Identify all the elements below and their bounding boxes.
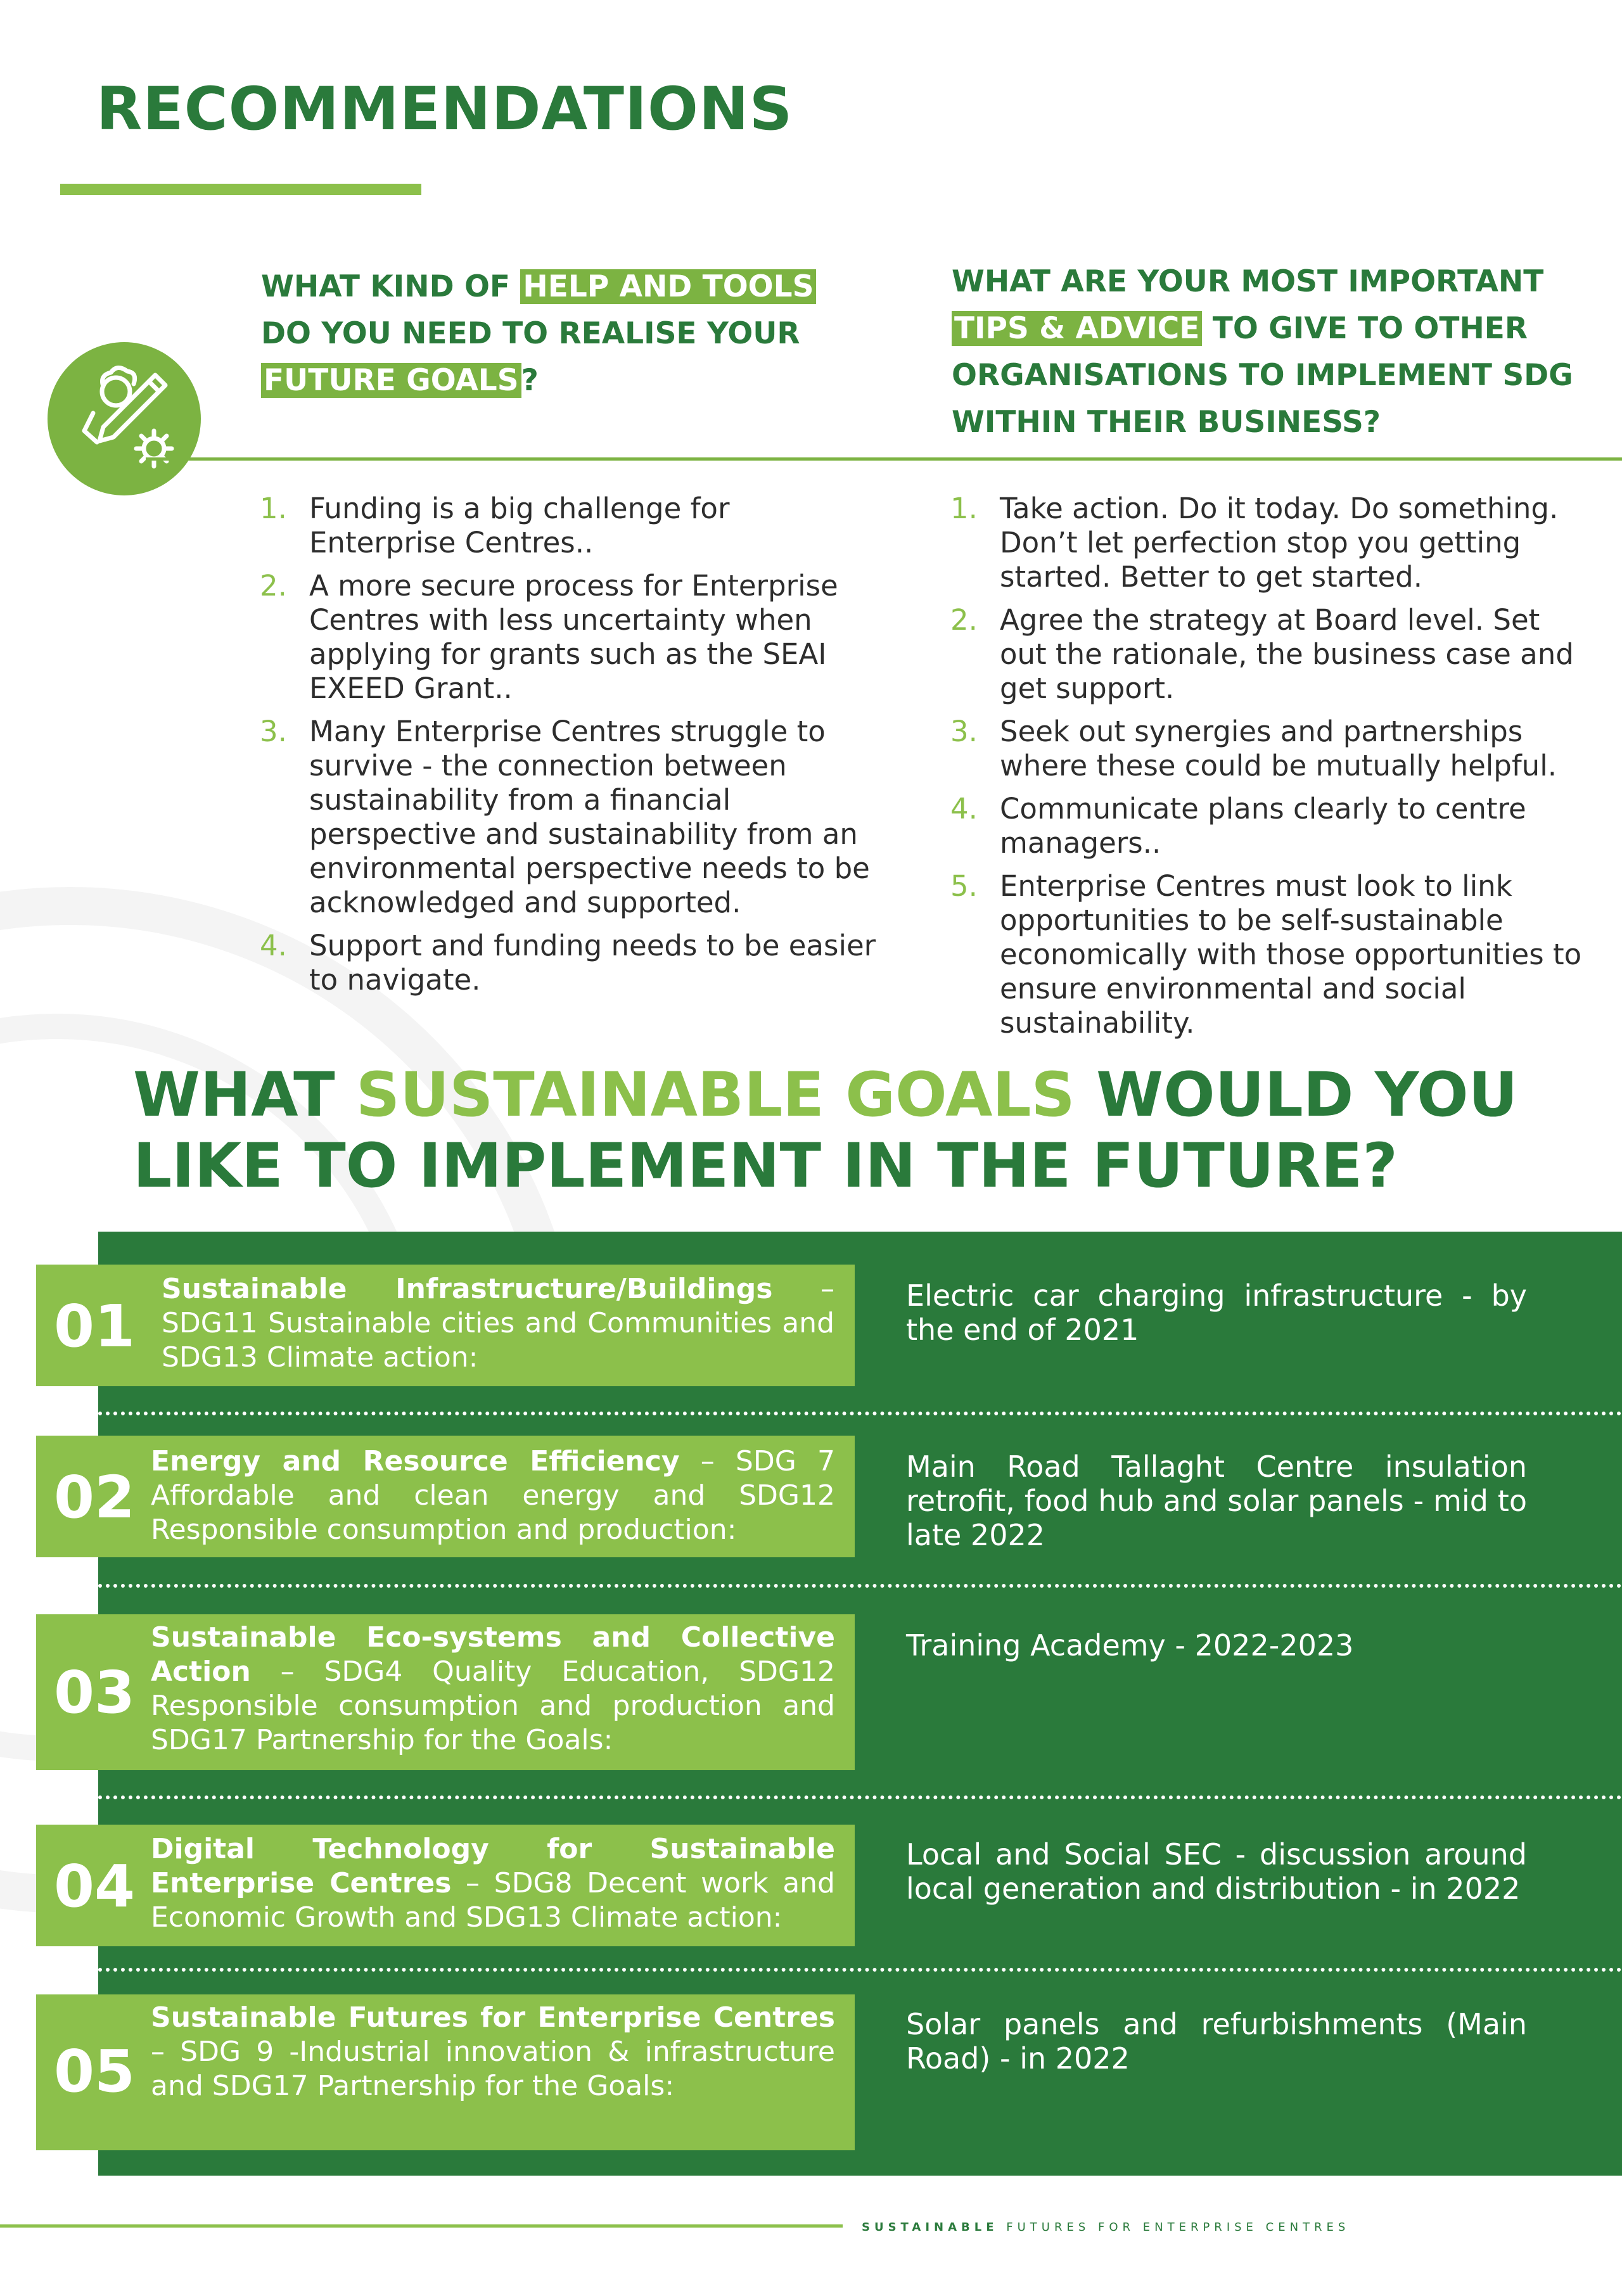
- footer-brand-bold: SUSTAINABLE: [862, 2221, 999, 2234]
- footer-brand: [862, 2221, 1350, 2234]
- list-item: [950, 869, 1583, 1040]
- tips-advice-list: [950, 492, 1583, 1049]
- left-question-post: ?: [521, 363, 539, 398]
- goal-description: [151, 1445, 835, 1547]
- goal-title: Sustainable Eco-systems and Collective Action: [151, 1621, 835, 1688]
- list-item: [950, 492, 1583, 594]
- goal-sdgs: – SDG 9 -Industrial innovation & infrastructure and SDG17 Partnership for the Goals:: [151, 2036, 835, 2102]
- left-question-highlight-2: FUTURE GOALS: [261, 363, 521, 398]
- goal-title: Sustainable Infrastructure/Buildings: [162, 1273, 773, 1305]
- right-question-highlight: TIPS & ADVICE: [952, 311, 1202, 346]
- goal-number: 01: [54, 1292, 136, 1360]
- goal-title: Energy and Resource Efficiency: [151, 1445, 680, 1477]
- list-item-text: Communicate plans clearly to centre managers..: [1000, 792, 1526, 860]
- goals-divider: [98, 1795, 1622, 1799]
- list-item-text: Take action. Do it today. Do something. Don’t let perfection stop you getting started. Better to get started.: [1000, 492, 1559, 594]
- list-item-number: 1.: [260, 492, 287, 525]
- goal-sdgs: – SDG8 Decent work and Economic Growth and SDG13 Climate action:: [151, 1867, 835, 1934]
- list-item: [950, 792, 1583, 860]
- list-item: [260, 715, 879, 920]
- section-heading-accent: SUSTAINABLE GOALS: [355, 1059, 1075, 1130]
- list-item: [260, 929, 879, 997]
- goal-number: 03: [54, 1659, 136, 1726]
- list-item-text: Seek out synergies and partnerships where these could be mutually helpful.: [1000, 715, 1557, 782]
- left-question-pre: WHAT KIND OF: [261, 269, 521, 304]
- right-question-post: TO GIVE TO OTHER ORGANISATIONS TO IMPLEMENT SDG WITHIN THEIR BUSINESS?: [952, 311, 1573, 440]
- list-item-number: 3.: [260, 715, 287, 748]
- list-item: [950, 715, 1583, 783]
- list-item: [260, 492, 879, 560]
- goal-detail: Training Academy - 2022-2023: [906, 1628, 1354, 1662]
- list-item-text: Funding is a big challenge for Enterprise Centres..: [309, 492, 730, 559]
- footer-rule: [0, 2224, 843, 2228]
- goal-sdgs: – SDG4 Quality Education, SDG12 Responsible consumption and production and SDG17 Partnership for the Goals:: [151, 1655, 835, 1756]
- goal-detail: Local and Social SEC - discussion around local generation and distribution - in 2022: [906, 1837, 1527, 1906]
- goal-number: 02: [54, 1464, 136, 1531]
- footer-brand-rest: FUTURES FOR ENTERPRISE CENTRES: [998, 2221, 1350, 2234]
- goal-detail: Electric car charging infrastructure - by the end of 2021: [906, 1279, 1527, 1347]
- right-question-heading: [952, 258, 1585, 446]
- question-divider: [146, 457, 1622, 461]
- list-item-number: 4.: [950, 792, 978, 826]
- goals-divider: [98, 1584, 1622, 1588]
- right-question-pre: WHAT ARE YOUR MOST IMPORTANT: [952, 264, 1544, 299]
- list-item-text: A more secure process for Enterprise Centres with less uncertainty when applying for grants such as the SEAI EXEED Grant..: [309, 569, 838, 705]
- goal-detail: Main Road Tallaght Centre insulation retrofit, food hub and solar panels - mid to late 2022: [906, 1450, 1527, 1552]
- goal-description: [151, 1832, 835, 1935]
- list-item-number: 5.: [950, 869, 978, 903]
- goals-divider: [98, 1968, 1622, 1972]
- list-item-number: 3.: [950, 715, 978, 748]
- goals-divider: [98, 1412, 1622, 1415]
- list-item-number: 2.: [260, 569, 287, 603]
- goal-description: [151, 2001, 835, 2103]
- goal-number: 04: [54, 1853, 136, 1920]
- list-item-text: Enterprise Centres must look to link opportunities to be self-sustainable economically with those opportunities to ensure environmental and social sustainability.: [1000, 869, 1582, 1040]
- goal-title: Digital Technology for Sustainable Enterprise Centres: [151, 1833, 835, 1899]
- left-question-mid: DO YOU NEED TO REALISE YOUR: [261, 316, 800, 351]
- left-question-highlight-1: HELP AND TOOLS: [520, 269, 816, 304]
- list-item-text: Support and funding needs to be easier to navigate.: [309, 929, 876, 997]
- list-item: [260, 569, 879, 706]
- left-question-heading: [261, 264, 831, 404]
- list-item-number: 1.: [950, 492, 978, 525]
- list-item-text: Many Enterprise Centres struggle to survive - the connection between sustainability from a financial perspective and sustainability from an environmental perspective needs to be acknowledged and supported.: [309, 715, 870, 919]
- list-item-text: Agree the strategy at Board level. Set out the rationale, the business case and get support.: [1000, 603, 1574, 705]
- goal-title: Sustainable Futures for Enterprise Centres: [151, 2001, 835, 2034]
- goal-description: [162, 1272, 834, 1375]
- section-heading: [133, 1059, 1527, 1201]
- section-heading-part1: WHAT: [133, 1059, 356, 1130]
- title-underline: [60, 184, 421, 195]
- goal-detail: Solar panels and refurbishments (Main Road) - in 2022: [906, 2007, 1527, 2076]
- pencil-gear-icon: [48, 342, 201, 495]
- goal-sdgs: – SDG 7 Affordable and clean energy and SDG12 Responsible consumption and production:: [151, 1445, 836, 1546]
- goal-description: [151, 1621, 835, 1757]
- list-item-number: 2.: [950, 603, 978, 637]
- list-item-number: 4.: [260, 929, 287, 962]
- goal-number: 05: [54, 2038, 136, 2105]
- help-tools-list: [260, 492, 879, 1006]
- goal-sdgs: – SDG11 Sustainable cities and Communities and SDG13 Climate action:: [162, 1273, 834, 1374]
- page-title: RECOMMENDATIONS: [96, 75, 793, 144]
- section-heading-part2: WOULD YOU LIKE TO IMPLEMENT IN THE FUTURE?: [133, 1059, 1518, 1201]
- list-item: [950, 603, 1583, 706]
